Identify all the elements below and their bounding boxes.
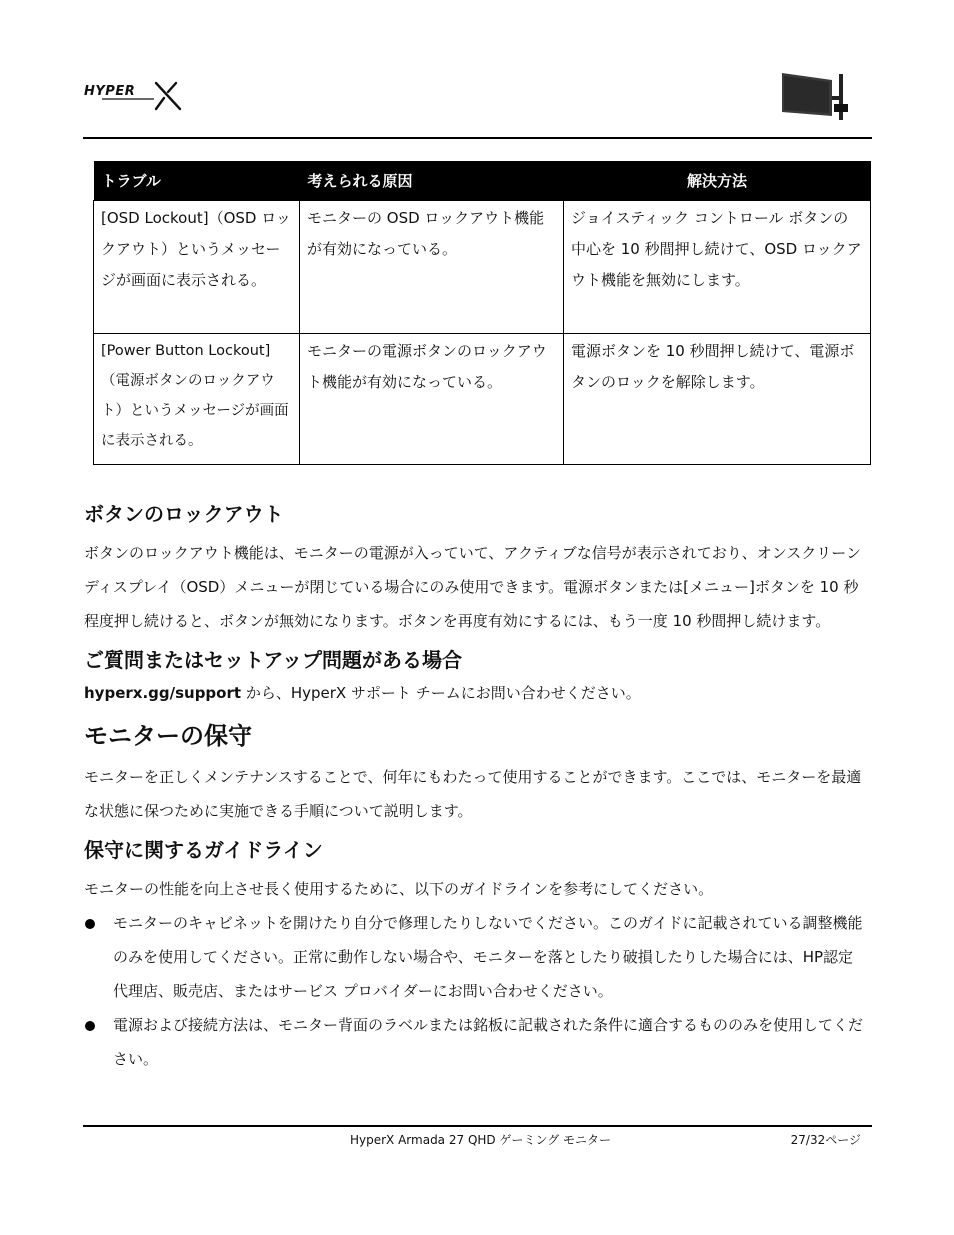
paragraph-button-lockout: ボタンのロックアウト機能は、モニターの電源が入っていて、アクティブな信号が表示されており、オンスクリーン ディスプレイ（OSD）メニューが閉じている場合にのみ使用できます。電源ボタンまたは[メニュー]ボタンを 10 秒程度押し続けると、ボタンが無効になります。ボタンを再度有効にするには、もう一度 10 秒間押し続けます。 — [84, 544, 862, 630]
support-text: から、HyperX サポート チームにお問い合わせください。 — [241, 684, 641, 702]
paragraph-guidelines-intro: モニターの性能を向上させ長く使用するために、以下のガイドラインを参考にしてください。 — [84, 880, 714, 898]
column-header-problem: トラブル — [94, 161, 300, 201]
troubleshooting-table — [93, 161, 871, 465]
monitor-arm-icon — [778, 70, 852, 122]
table-row — [94, 201, 871, 334]
main-content — [84, 496, 868, 1076]
section-title-button-lockout: ボタンのロックアウト — [84, 502, 284, 526]
section-title-guidelines: 保守に関するガイドライン — [84, 838, 323, 862]
header-rule — [83, 137, 872, 139]
column-header-solution: 解決方法 — [564, 161, 871, 201]
column-header-cause: 考えられる原因 — [300, 161, 564, 201]
bullet-icon — [85, 1021, 95, 1031]
paragraph-maintenance: モニターを正しくメンテナンスすることで、何年にもわたって使用することができます。ここでは、モニターを最適な状態に保つために実施できる手順について説明します。 — [84, 768, 862, 820]
footer-title: HyperX Armada 27 QHD ゲーミング モニター — [350, 1133, 612, 1147]
support-link[interactable]: hyperx.gg/support — [84, 684, 242, 702]
table-header-row — [94, 161, 871, 201]
table-row — [94, 334, 871, 465]
footer-rule — [83, 1125, 872, 1127]
cell-cause: モニターの電源ボタンのロックアウト機能が有効になっている。 — [300, 334, 564, 465]
svg-text:HYPER: HYPER — [84, 84, 136, 99]
paragraph-support — [84, 676, 868, 710]
cell-cause: モニターの OSD ロックアウト機能が有効になっている。 — [300, 201, 564, 334]
cell-solution: ジョイスティック コントロール ボタンの中心を 10 秒間押し続けて、OSD ロックアウト機能を無効にします。 — [564, 201, 871, 334]
hyperx-logo — [84, 80, 182, 112]
list-item: 電源および接続方法は、モニター背面のラベルまたは銘板に記載された条件に適合するもののみを使用してください。 — [84, 1008, 868, 1076]
list-item: モニターのキャビネットを開けたり自分で修理したりしないでください。このガイドに記載されている調整機能のみを使用してください。正常に動作しない場合や、モニターを落としたり破損したりした場合には、HP認定代理店、販売店、またはサービス プロバイダーにお問い合わせください。 — [84, 906, 868, 1008]
cell-problem: [Power Button Lockout]（電源ボタンのロックアウト）というメッセージが画面に表示される。 — [94, 334, 300, 465]
cell-solution: 電源ボタンを 10 秒間押し続けて、電源ボタンのロックを解除します。 — [564, 334, 871, 465]
bullet-icon — [85, 919, 95, 929]
page-number: 27/32ページ — [790, 1133, 861, 1147]
section-title-support: ご質問またはセットアップ問題がある場合 — [84, 648, 462, 672]
guidelines-list — [84, 906, 868, 1076]
page-title-maintenance: モニターの保守 — [84, 722, 252, 750]
cell-problem: [OSD Lockout]（OSD ロックアウト）というメッセージが画面に表示される。 — [94, 201, 300, 334]
